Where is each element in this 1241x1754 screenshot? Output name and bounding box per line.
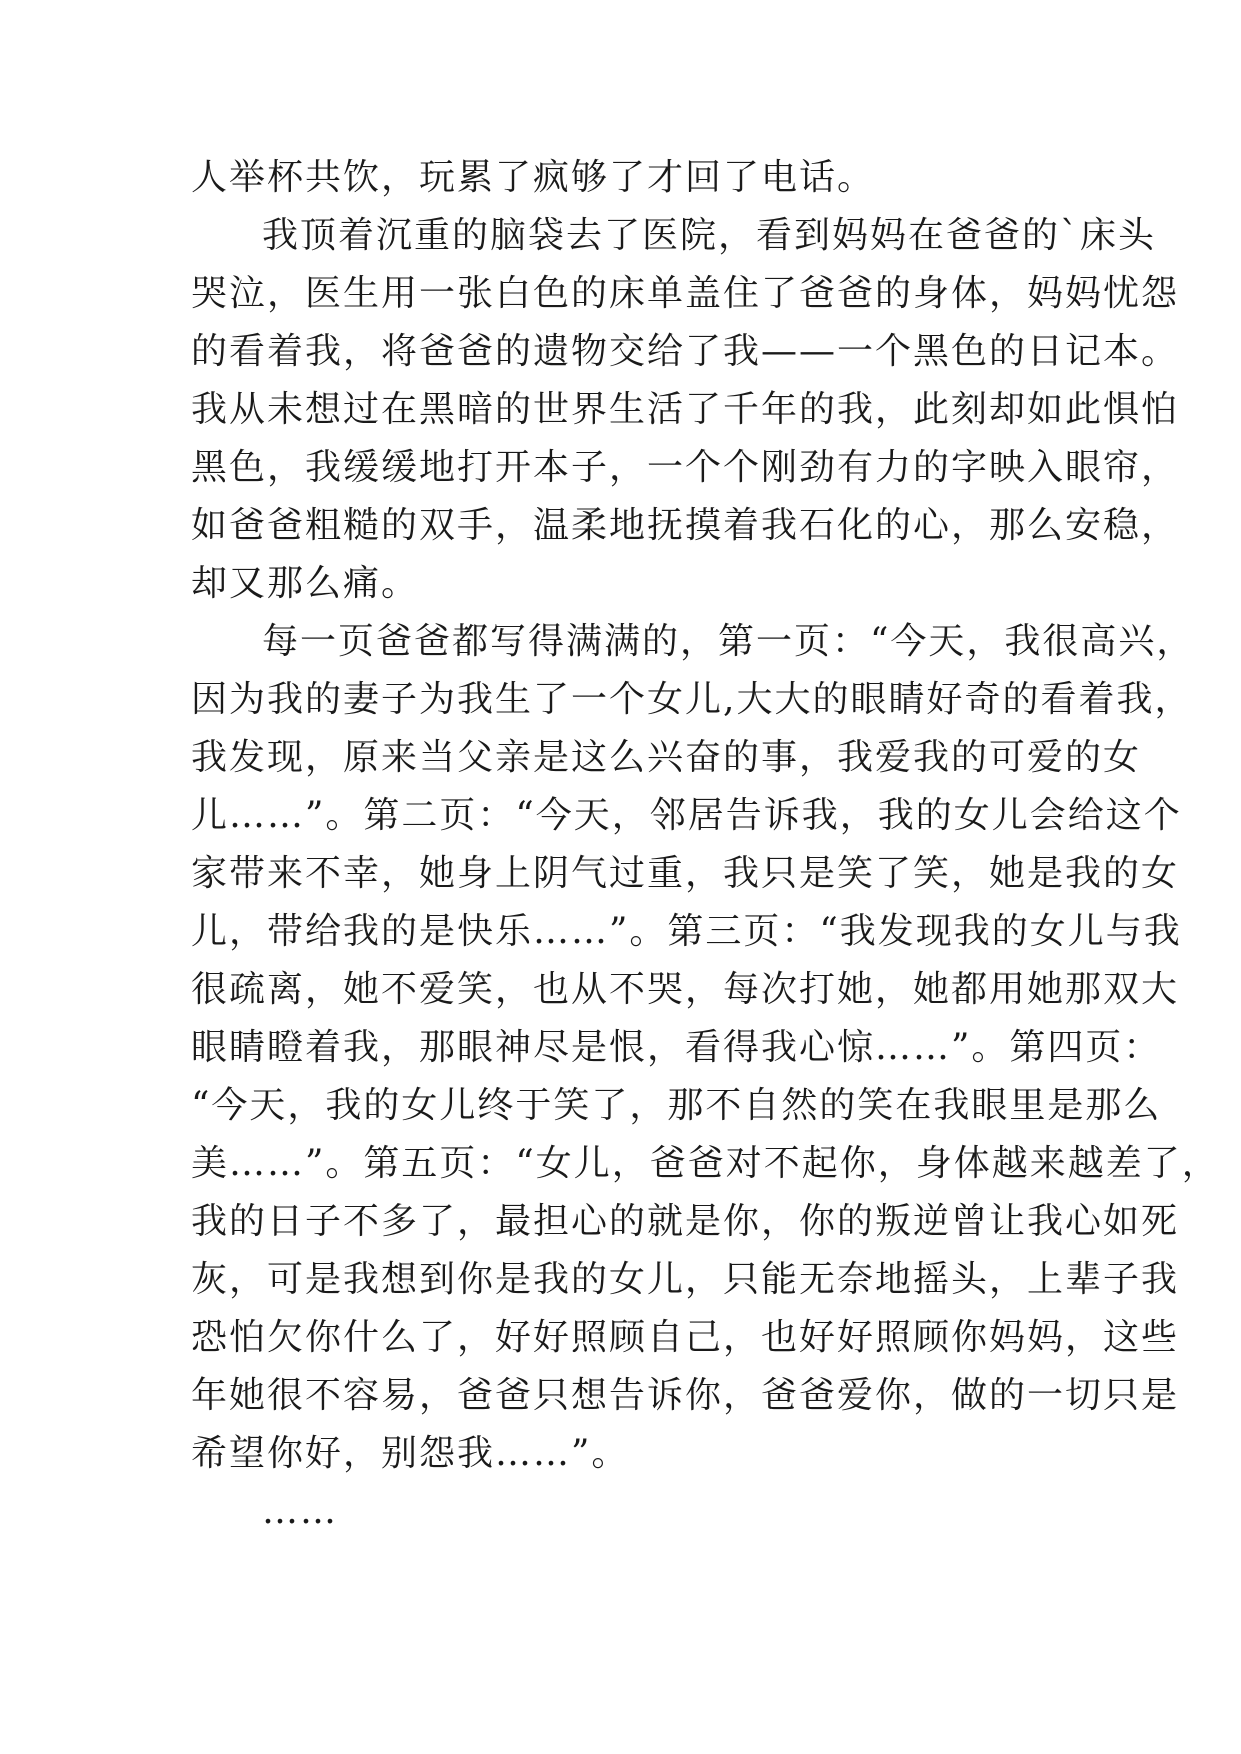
text-line: 却又那么痛。 (191, 563, 420, 604)
text-line: 每一页爸爸都写得满满的，第一页：“今天，我很高兴， (262, 621, 1195, 662)
text-line: 我的日子不多了，最担心的就是你，你的叛逆曾让我心如死 (191, 1201, 1180, 1242)
text-line: “今天，我的女儿终于笑了，那不自然的笑在我眼里是那么 (191, 1085, 1162, 1126)
text-line: 的看着我，将爸爸的遗物交给了我——一个黑色的日记本。 (191, 331, 1180, 372)
text-line: 眼睛瞪着我，那眼神尽是恨，看得我心惊……”。第四页： (191, 1027, 1162, 1068)
text-line: 黑色，我缓缓地打开本子，一个个刚劲有力的字映入眼帘， (191, 447, 1180, 488)
text-line: 美……”。第五页：“女儿，爸爸对不起你，身体越来越差了， (191, 1143, 1220, 1184)
text-line: 儿，带给我的是快乐……”。第三页：“我发现我的女儿与我 (191, 911, 1182, 952)
text-line: 灰，可是我想到你是我的女儿，只能无奈地摇头，上辈子我 (191, 1259, 1180, 1300)
text-line: 很疏离，她不爱笑，也从不哭，每次打她，她都用她那双大 (191, 969, 1180, 1010)
text-line: 我从未想过在黑暗的世界生活了千年的我，此刻却如此惧怕 (191, 389, 1180, 430)
text-line: 人举杯共饮，玩累了疯够了才回了电话。 (191, 157, 876, 198)
text-line: 恐怕欠你什么了，好好照顾自己，也好好照顾你妈妈，这些 (191, 1317, 1180, 1358)
text-line: 年她很不容易，爸爸只想告诉你，爸爸爱你，做的一切只是 (191, 1375, 1180, 1416)
text-line: 儿……”。第二页：“今天，邻居告诉我，我的女儿会给这个 (191, 795, 1182, 836)
text-line: 家带来不幸，她身上阴气过重，我只是笑了笑，她是我的女 (191, 853, 1180, 894)
text-line: 因为我的妻子为我生了一个女儿,大大的眼睛好奇的看着我， (191, 679, 1193, 720)
text-line: 我发现，原来当父亲是这么兴奋的事，我爱我的可爱的女 (191, 737, 1142, 778)
ellipsis-line: …… (262, 1491, 338, 1532)
text-line: 希望你好，别怨我……”。 (191, 1433, 630, 1474)
text-line: 我顶着沉重的脑袋去了医院，看到妈妈在爸爸的`床头 (262, 215, 1157, 256)
text-line: 如爸爸粗糙的双手，温柔地抚摸着我石化的心，那么安稳， (191, 505, 1180, 546)
text-line: 哭泣，医生用一张白色的床单盖住了爸爸的身体，妈妈忧怨 (191, 273, 1180, 314)
